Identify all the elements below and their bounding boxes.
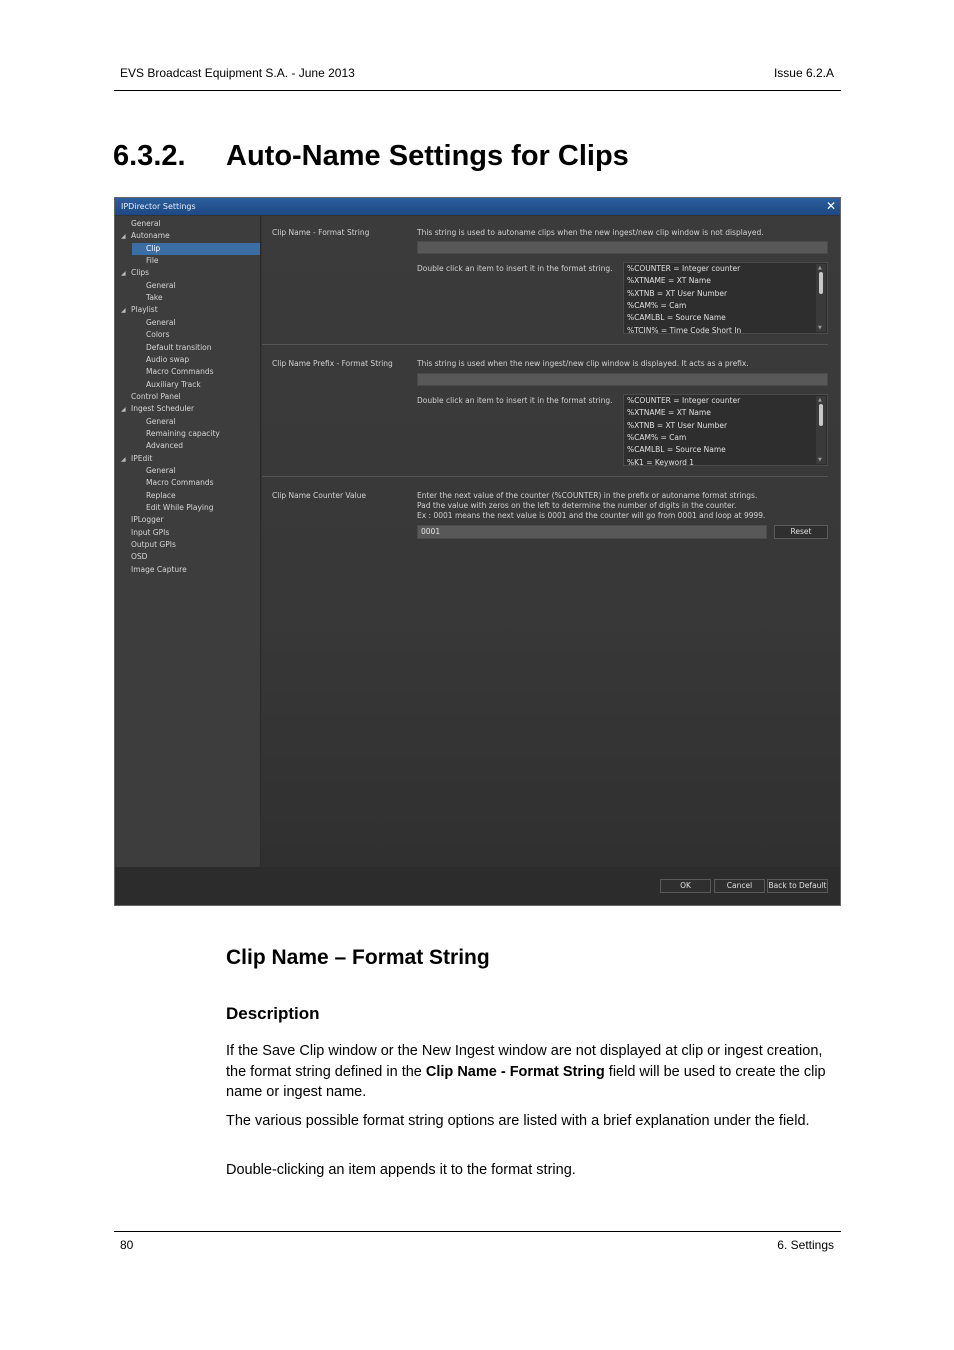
tree-item[interactable]: IPEdit [131,453,153,463]
tree-item[interactable]: General [146,280,176,290]
header-rule [114,90,841,91]
clip-name-hint: This string is used to autoname clips when the new ingest/new clip window is not displayed. [417,228,764,237]
page-number: 80 [120,1238,134,1252]
subheading: Clip Name – Format String [226,946,490,969]
list-scrollbar[interactable] [816,264,826,332]
clip-prefix-hint: This string is used when the new ingest/new clip window is displayed. It acts as a prefix. [417,359,749,368]
settings-tree [116,216,261,867]
tree-item[interactable]: Clip [132,243,260,255]
counter-label: Clip Name Counter Value [272,491,367,500]
counter-hint-2: Pad the value with zeros on the left to determine the number of digits in the counter. [417,501,737,510]
tree-item[interactable]: Autoname [131,231,170,241]
list-scrollbar[interactable] [816,396,826,464]
tree-item[interactable]: Audio swap [146,354,190,364]
footer-rule [114,1231,841,1232]
format-option-item[interactable]: %COUNTER = Integer counter [627,396,741,405]
scroll-thumb[interactable] [819,404,823,426]
header-issue: Issue 6.2.A [773,66,834,80]
tree-item[interactable]: Output GPIs [131,540,176,550]
tree-item[interactable]: IPLogger [131,515,164,525]
clip-name-list-hint: Double click an item to insert it in the format string. [417,264,613,273]
tree-item[interactable]: Image Capture [131,564,187,574]
tree-item[interactable]: Advanced [146,441,184,451]
footer-chapter: 6. Settings [777,1238,834,1252]
paragraph-1 [226,1041,838,1103]
tree-item[interactable]: Take [146,293,163,303]
para1-bold-field-name: Clip Name - Format String [425,1063,605,1080]
counter-value-input[interactable]: 0001 [417,525,767,539]
clip-prefix-list-hint: Double click an item to insert it in the format string. [417,396,613,405]
cancel-button[interactable]: Cancel [714,879,765,893]
para1-text-end: field will be used to create the clip name or ingest name. [226,1063,826,1100]
section-title-text: Auto-Name Settings for Clips [226,140,629,172]
paragraph-2: The various possible format string options are listed with a brief explanation under the field. [226,1113,810,1129]
ok-button[interactable]: OK [660,879,711,893]
tree-item[interactable]: Playlist [131,305,158,315]
tree-item[interactable]: Macro Commands [146,367,214,377]
scroll-up-icon[interactable]: ▲ [818,397,822,403]
tree-item[interactable]: Edit While Playing [146,503,214,513]
section-number: 6.3.2. [113,140,186,172]
expand-arrow-icon[interactable]: ◢ [121,406,126,414]
format-option-item[interactable]: %CAMLBL = Source Name [627,313,726,323]
clip-name-label: Clip Name - Format String [272,228,370,237]
expand-arrow-icon[interactable]: ◢ [121,233,126,241]
tree-item[interactable]: Replace [146,490,176,500]
expand-arrow-icon[interactable]: ◢ [121,270,126,278]
window-titlebar [115,198,840,215]
description-heading: Description [226,1004,320,1023]
settings-window [114,197,841,906]
tree-item[interactable]: Remaining capacity [146,428,220,438]
para1-text-start: If the Save Clip window or the New Ingest window are not displayed at clip or ingest creation, the format string defined in the [226,1043,823,1080]
counter-hint-3: Ex : 0001 means the next value is 0001 and the counter will go from 0001 and loop at 9999. [417,511,766,520]
format-option-item[interactable]: %COUNTER = Integer counter [627,264,741,273]
tree-item[interactable]: Default transition [146,342,212,352]
format-option-item[interactable]: %XTNB = XT User Number [627,288,728,298]
expand-arrow-icon[interactable]: ◢ [121,455,126,463]
separator [262,476,828,477]
tree-item[interactable]: Clips [131,268,150,278]
tree-item[interactable]: Input GPIs [131,527,170,537]
separator [262,344,828,345]
clip-name-options-list[interactable] [623,262,828,334]
close-icon[interactable]: ✕ [825,199,836,213]
tree-item[interactable]: Colors [146,330,170,340]
scroll-down-icon[interactable]: ▼ [818,325,822,331]
reset-button[interactable]: Reset [774,525,828,539]
tree-item[interactable]: Control Panel [131,391,181,401]
format-option-item[interactable]: %XTNB = XT User Number [627,420,728,430]
expand-arrow-icon[interactable]: ◢ [121,307,126,315]
back-to-default-button[interactable]: Back to Default [767,879,828,893]
clip-prefix-label: Clip Name Prefix - Format String [272,359,393,368]
scroll-thumb[interactable] [819,272,823,294]
tree-item[interactable]: Macro Commands [146,478,214,488]
format-option-item[interactable]: %K1 = Keyword 1 [627,457,695,467]
window-title: IPDirector Settings [121,202,196,211]
tree-item[interactable]: Auxiliary Track [146,379,201,389]
tree-item[interactable]: Ingest Scheduler [131,404,195,414]
format-option-item[interactable]: %XTNAME = XT Name [627,276,711,286]
settings-content [262,216,840,867]
format-option-item[interactable]: %CAM% = Cam [627,432,687,442]
tree-item[interactable]: General [146,317,176,327]
format-option-item[interactable]: %CAM% = Cam [627,300,687,310]
format-option-item[interactable]: %XTNAME = XT Name [627,408,711,418]
window-footer [115,867,840,905]
tree-item[interactable]: General [146,416,176,426]
scroll-down-icon[interactable]: ▼ [818,457,822,463]
tree-item[interactable]: OSD [131,552,148,562]
tree-item[interactable]: General [131,219,161,228]
tree-item[interactable]: General [146,466,176,475]
clip-name-format-input[interactable] [417,241,828,254]
tree-item[interactable]: File [146,256,159,266]
clip-prefix-options-list[interactable] [623,394,828,466]
counter-hint-1: Enter the next value of the counter (%COUNTER) in the prefix or autoname format strings. [417,491,758,500]
format-option-item[interactable]: %TCIN% = Time Code Short In [627,325,742,335]
paragraph-3: Double-clicking an item appends it to the format string. [226,1162,576,1178]
section-title [113,140,629,173]
format-option-item[interactable]: %CAMLBL = Source Name [627,445,726,455]
scroll-up-icon[interactable]: ▲ [818,265,822,271]
clip-prefix-format-input[interactable] [417,373,828,386]
header-company-date: EVS Broadcast Equipment S.A. - June 2013 [120,66,355,80]
